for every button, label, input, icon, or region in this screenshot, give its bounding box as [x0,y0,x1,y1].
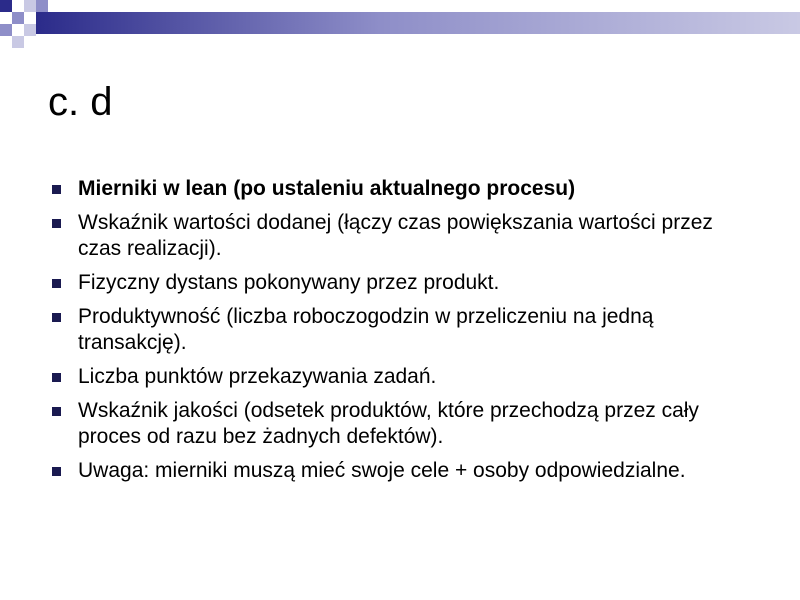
checkered-square-icon [12,12,24,24]
checkered-square-icon [0,24,12,36]
bullet-item [50,458,750,484]
bullet-item [50,398,750,450]
bullet-text: Wskaźnik wartości dodanej (łączy czas powiększania wartości przez czas realizacji). [78,211,713,260]
square-bullet-icon [52,313,61,322]
checkered-square-icon [24,0,36,12]
bullet-list [50,176,750,492]
bullet-text: Produktywność (liczba roboczogodzin w przeliczeniu na jedną transakcję). [78,305,654,354]
checkered-square-icon [0,0,12,12]
bullet-item [50,304,750,356]
bullet-text: Mierniki w lean (po ustaleniu aktualnego procesu) [78,177,576,200]
header-decoration [0,0,800,60]
bullet-text: Uwaga: mierniki muszą mieć swoje cele + osoby odpowiedzialne. [78,459,686,482]
bullet-item [50,364,750,390]
bullet-item [50,210,750,262]
slide-title: c. d [48,80,113,124]
square-bullet-icon [52,185,61,194]
checkered-square-icon [12,36,24,48]
checkered-square-icon [36,0,48,12]
square-bullet-icon [52,219,61,228]
bullet-item [50,176,750,202]
bullet-text: Liczba punktów przekazywania zadań. [78,365,437,388]
header-gradient-bar [36,12,800,34]
square-bullet-icon [52,407,61,416]
square-bullet-icon [52,467,61,476]
square-bullet-icon [52,279,61,288]
checkered-square-icon [24,24,36,36]
bullet-text: Fizyczny dystans pokonywany przez produkt. [78,271,500,294]
square-bullet-icon [52,373,61,382]
bullet-text: Wskaźnik jakości (odsetek produktów, które przechodzą przez cały proces od razu bez żadnych defektów). [78,399,699,448]
bullet-item [50,270,750,296]
